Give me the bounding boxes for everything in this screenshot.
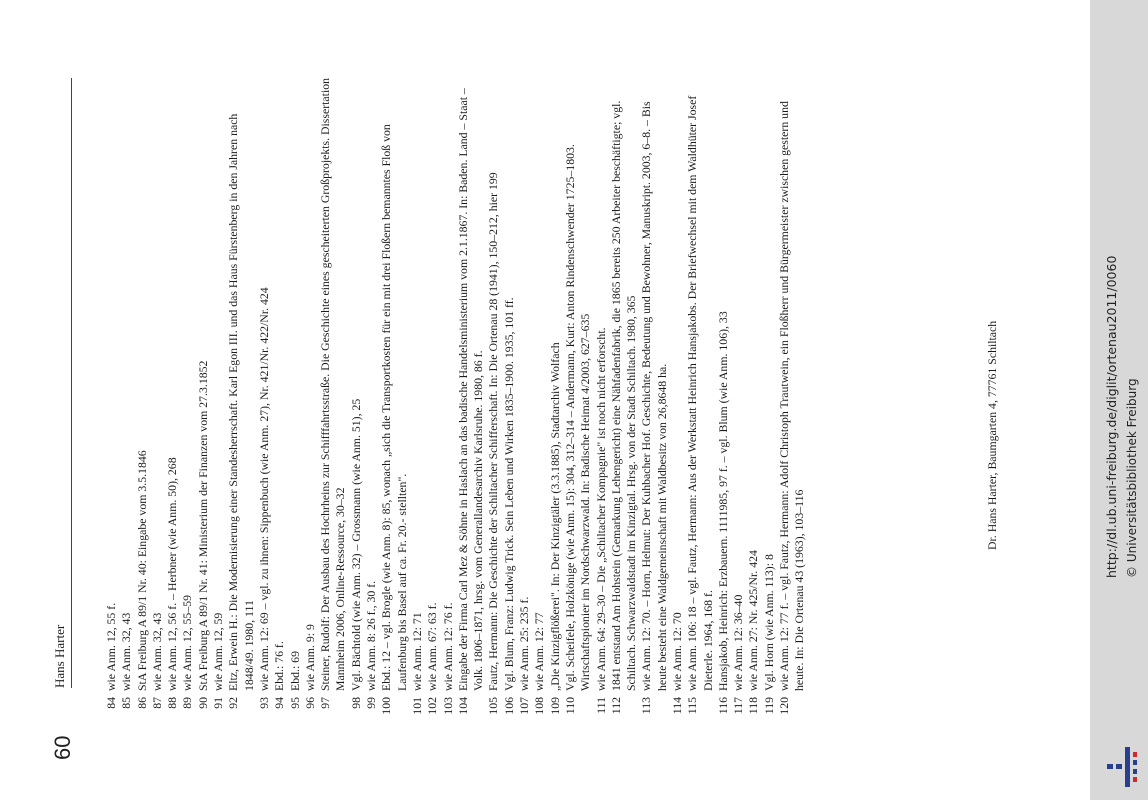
footnote-number: 120 [777, 697, 792, 715]
footnote-text: Ebd.: 12 – vgl. Brogle (wie Anm. 8): 85, wonach „sich die Transportkosten für ein mit drei Floßern bemanntes Floß von Laufenburg bis Basel auf ca. Fr. 20.- stellten". [379, 124, 409, 691]
footnote-item [257, 75, 272, 720]
footnote-text: wie Anm. 32, 43 [119, 612, 134, 691]
footnote-number: 108 [532, 697, 547, 715]
footnote-text: „Die Kinzigflößerei". In: Der Kinzigtäler (3.3.1885), Stadtarchiv Wolfach [547, 342, 562, 691]
footnote-number: 85 [119, 697, 134, 709]
footnote-number: 96 [302, 697, 317, 709]
footnote-number: 97 [318, 697, 333, 709]
footnote-number: 101 [409, 697, 424, 715]
footnote-item [318, 75, 349, 720]
footnote-number: 100 [379, 697, 394, 715]
footnote-number: 107 [517, 697, 532, 715]
footnote-number: 92 [226, 697, 241, 709]
footnote-text: wie Anm. 12, 59 [211, 612, 226, 691]
footnote-number: 109 [547, 697, 562, 715]
footnote-item [746, 75, 761, 720]
footnote-item [425, 75, 440, 720]
footnote-item [272, 75, 287, 720]
footnote-number: 103 [440, 697, 455, 715]
footnote-item [119, 75, 134, 720]
ub-freiburg-logo-icon [1105, 747, 1141, 787]
footnote-number: 105 [486, 697, 501, 715]
author-address: Dr. Hans Harter, Baumgarten 4, 77761 Schiltach [985, 320, 999, 550]
footnote-text: wie Anm. 12, 55–59 [180, 594, 195, 691]
footnote-text: wie Anm. 12: 36–40 [731, 594, 746, 691]
footnote-item [716, 75, 731, 720]
footnote-item [777, 75, 808, 720]
footnote-item [517, 75, 532, 720]
footnote-number: 91 [211, 697, 226, 709]
footnote-item [180, 75, 195, 720]
footnote-number: 119 [761, 697, 776, 715]
footnote-item [563, 75, 594, 720]
footnote-text: StA Freiburg A 89/1 Nr. 40: Eingabe vom 3.5.1846 [134, 450, 149, 691]
footnote-item [104, 75, 119, 720]
footnote-text: wie Anm. 12: 77 f. – vgl. Fautz, Hermann: Adolf Christoph Trautwein, ein Floßherr und Bürgermeister zwischen gestern und heute. In: Die Ortenau 43 (1963), 103–116 [777, 101, 807, 691]
footnote-number: 118 [746, 697, 761, 715]
footnote-text: Vgl. Scheifele, Holzkönige (wie Anm. 15): 304, 312–314 – Andermann, Kurt: Anton Rindenschwender 1725–1803. Wirtschaftspionier im Nordschwarzwald. In: Badische Heimat 4/2003, 627–635 [562, 144, 593, 691]
footnote-item [410, 75, 425, 720]
footnote-number: 90 [195, 697, 210, 709]
footnote-number: 104 [455, 697, 470, 715]
footnote-number: 93 [256, 697, 271, 709]
footnote-text: wie Anm. 25: 235 f. [517, 596, 532, 691]
footnote-number: 84 [104, 697, 118, 709]
footnote-text: Ebd.: 76 f. [272, 641, 287, 691]
footnote-item [364, 75, 379, 720]
footnote-number: 89 [180, 697, 195, 709]
footnote-item [639, 75, 670, 720]
footnote-text: wie Anm. 32, 43 [149, 612, 164, 691]
footnote-text: wie Anm. 12: 69 – vgl. zu ihnen: Sippenbuch (wie Anm. 27), Nr. 421/Nr. 422/Nr. 424 [256, 287, 271, 691]
footnote-text: wie Anm. 12: 70 [669, 612, 684, 691]
footnote-item [762, 75, 777, 720]
footnote-text: wie Anm. 12: 76 f. [440, 602, 455, 691]
footnote-item [150, 75, 165, 720]
side-strip [1090, 0, 1148, 800]
footnote-text: wie Anm. 8: 26 f., 30 f. [364, 580, 379, 691]
footnote-number: 111 [593, 697, 608, 714]
footnote-text: Fautz, Hermann: Die Geschichte der Schiltacher Schifferschaft. In: Die Ortenau 28 (1941), 150–212, hier 199 [486, 172, 501, 691]
footnote-item [685, 75, 716, 720]
footnote-item [486, 75, 501, 720]
footnote-item [135, 75, 150, 720]
footnote-item [303, 75, 318, 720]
footnote-text: wie Anm. 67: 63 f. [425, 602, 440, 691]
footnote-text: wie Anm. 27: Nr. 425/Nr. 424 [746, 550, 761, 691]
footnote-number: 117 [731, 697, 746, 715]
footnote-number: 86 [134, 697, 149, 709]
footnote-text: wie Anm. 9: 9 [302, 624, 317, 691]
footnote-text: wie Anm. 64: 29–30 – Die „Schiltacher Kompagnie" ist noch nicht erforscht. [593, 327, 608, 691]
source-url-link[interactable]: http://dl.ub.uni-freiburg.de/diglit/ortenau2011/0060 [1104, 255, 1119, 578]
footnote-item [609, 75, 640, 720]
footnote-text: Hansjakob, Heinrich: Erzbauern. 1111985, 97 f. – vgl. Blum (wie Anm. 106), 33 [715, 311, 730, 691]
footnote-number: 113 [639, 697, 654, 715]
footnote-number: 112 [608, 697, 623, 715]
running-head: Hans Harter [52, 624, 67, 688]
footnote-number: 99 [364, 697, 379, 709]
footnote-item [456, 75, 487, 720]
footnote-item [532, 75, 547, 720]
page-number: 60 [50, 735, 75, 760]
footnote-number: 116 [715, 697, 730, 715]
footnote-text: Eingabe der Firma Carl Mez & Söhne in Haslach an das badische Handelsministerium vom 2.1.1867. In: Baden. Land – Staat –Volk. 1806–1871, hrsg. vom Generallandesarchiv Karlsruhe. 1980, 86 f. [455, 88, 486, 691]
footnote-text: Vgl. Horn (wie Anm. 113): 8 [761, 554, 776, 691]
footnote-number: 102 [425, 697, 440, 715]
footnote-text: StA Freiburg A 89/1 Nr. 41: Ministerium der Finanzen vom 27.3.1852 [195, 360, 210, 691]
footnotes-list [104, 75, 808, 720]
footnote-number: 94 [272, 697, 287, 709]
footnote-number: 110 [562, 697, 577, 715]
footnote-item [165, 75, 180, 720]
footnote-text: Vgl. Bächtold (wie Anm. 32) – Grossmann (wie Anm. 51), 25 [348, 398, 363, 691]
footnote-item [288, 75, 303, 720]
footnote-number: 114 [669, 697, 684, 715]
footnote-number: 98 [348, 697, 363, 709]
footnote-text: wie Anm. 12: 71 [409, 612, 424, 691]
copyright-notice: © Universitätsbibliothek Freiburg [1125, 378, 1139, 578]
footnote-item [349, 75, 364, 720]
footnote-number: 95 [287, 697, 302, 709]
footnote-item [211, 75, 226, 720]
footnote-item [731, 75, 746, 720]
footnote-text: Ebd.: 69 [287, 651, 302, 691]
footnote-item [441, 75, 456, 720]
footnote-text: Eltz, Erwein H.: Die Modernisierung einer Standesherrschaft. Karl Egon III. und das Haus Fürstenberg in den Jahren nach 1848/49. 1980, 111 [226, 113, 256, 691]
footnote-item [226, 75, 257, 720]
footnote-item [379, 75, 410, 720]
header-rule [71, 78, 72, 688]
footnote-item [502, 75, 517, 720]
footnote-text: wie Anm. 12, 55 f. [104, 602, 118, 691]
strip-text [1090, 0, 1148, 800]
footnote-number: 106 [501, 697, 516, 715]
footnote-item [548, 75, 563, 720]
footnote-text: wie Anm. 106: 18 – vgl. Fautz, Hermann: Aus der Werkstatt Heinrich Hansjakobs. Der Briefwechsel mit dem Waldhüter Josef Dieterle. 1964, 168 f. [685, 95, 715, 691]
footnote-text: wie Anm. 12: 77 [532, 612, 547, 691]
footnote-number: 87 [149, 697, 164, 709]
footnote-text: wie Anm. 12, 56 f. – Herbner (wie Anm. 50), 268 [165, 457, 180, 691]
footnote-text: wie Anm. 12: 70. – Horn, Helmut: Der Kuhbacher Hof. Geschichte, Bedeutung und Bewohner, Manuskript. 2003, 6–8. – Bis heute besteht eine Waldgemeinschaft mit Waldbesitz von 26,8648 ha. [639, 101, 669, 691]
footnote-text: Steiner, Rudolf: Der Ausbau des Hochrheins zur Schifffahrtsstraße. Die Geschichte eines gescheiterten Großprojekts. Dissertation Mannheim 2006, Online-Ressource, 30–32 [318, 77, 348, 691]
footnote-item [670, 75, 685, 720]
footnote-text: Vgl. Blum, Franz: Ludwig Trick. Sein Leben und Wirken 1835–1900. 1935, 101 ff. [501, 297, 516, 691]
footnote-text: 1841 entstand Am Hohstein (Gemarkung Lehengericht) eine Nähfadenfabrik, die 1865 bereits 250 Arbeiter beschäftigte; vgl. Schiltach. Schwarzwaldstadt im Kinzigtal. Hrsg. von der Stadt Schiltach. 1980, 365 [608, 100, 639, 691]
footnote-item [196, 75, 211, 720]
footnote-item [594, 75, 609, 720]
footnote-number: 88 [165, 697, 180, 709]
footnote-number: 115 [685, 697, 700, 715]
